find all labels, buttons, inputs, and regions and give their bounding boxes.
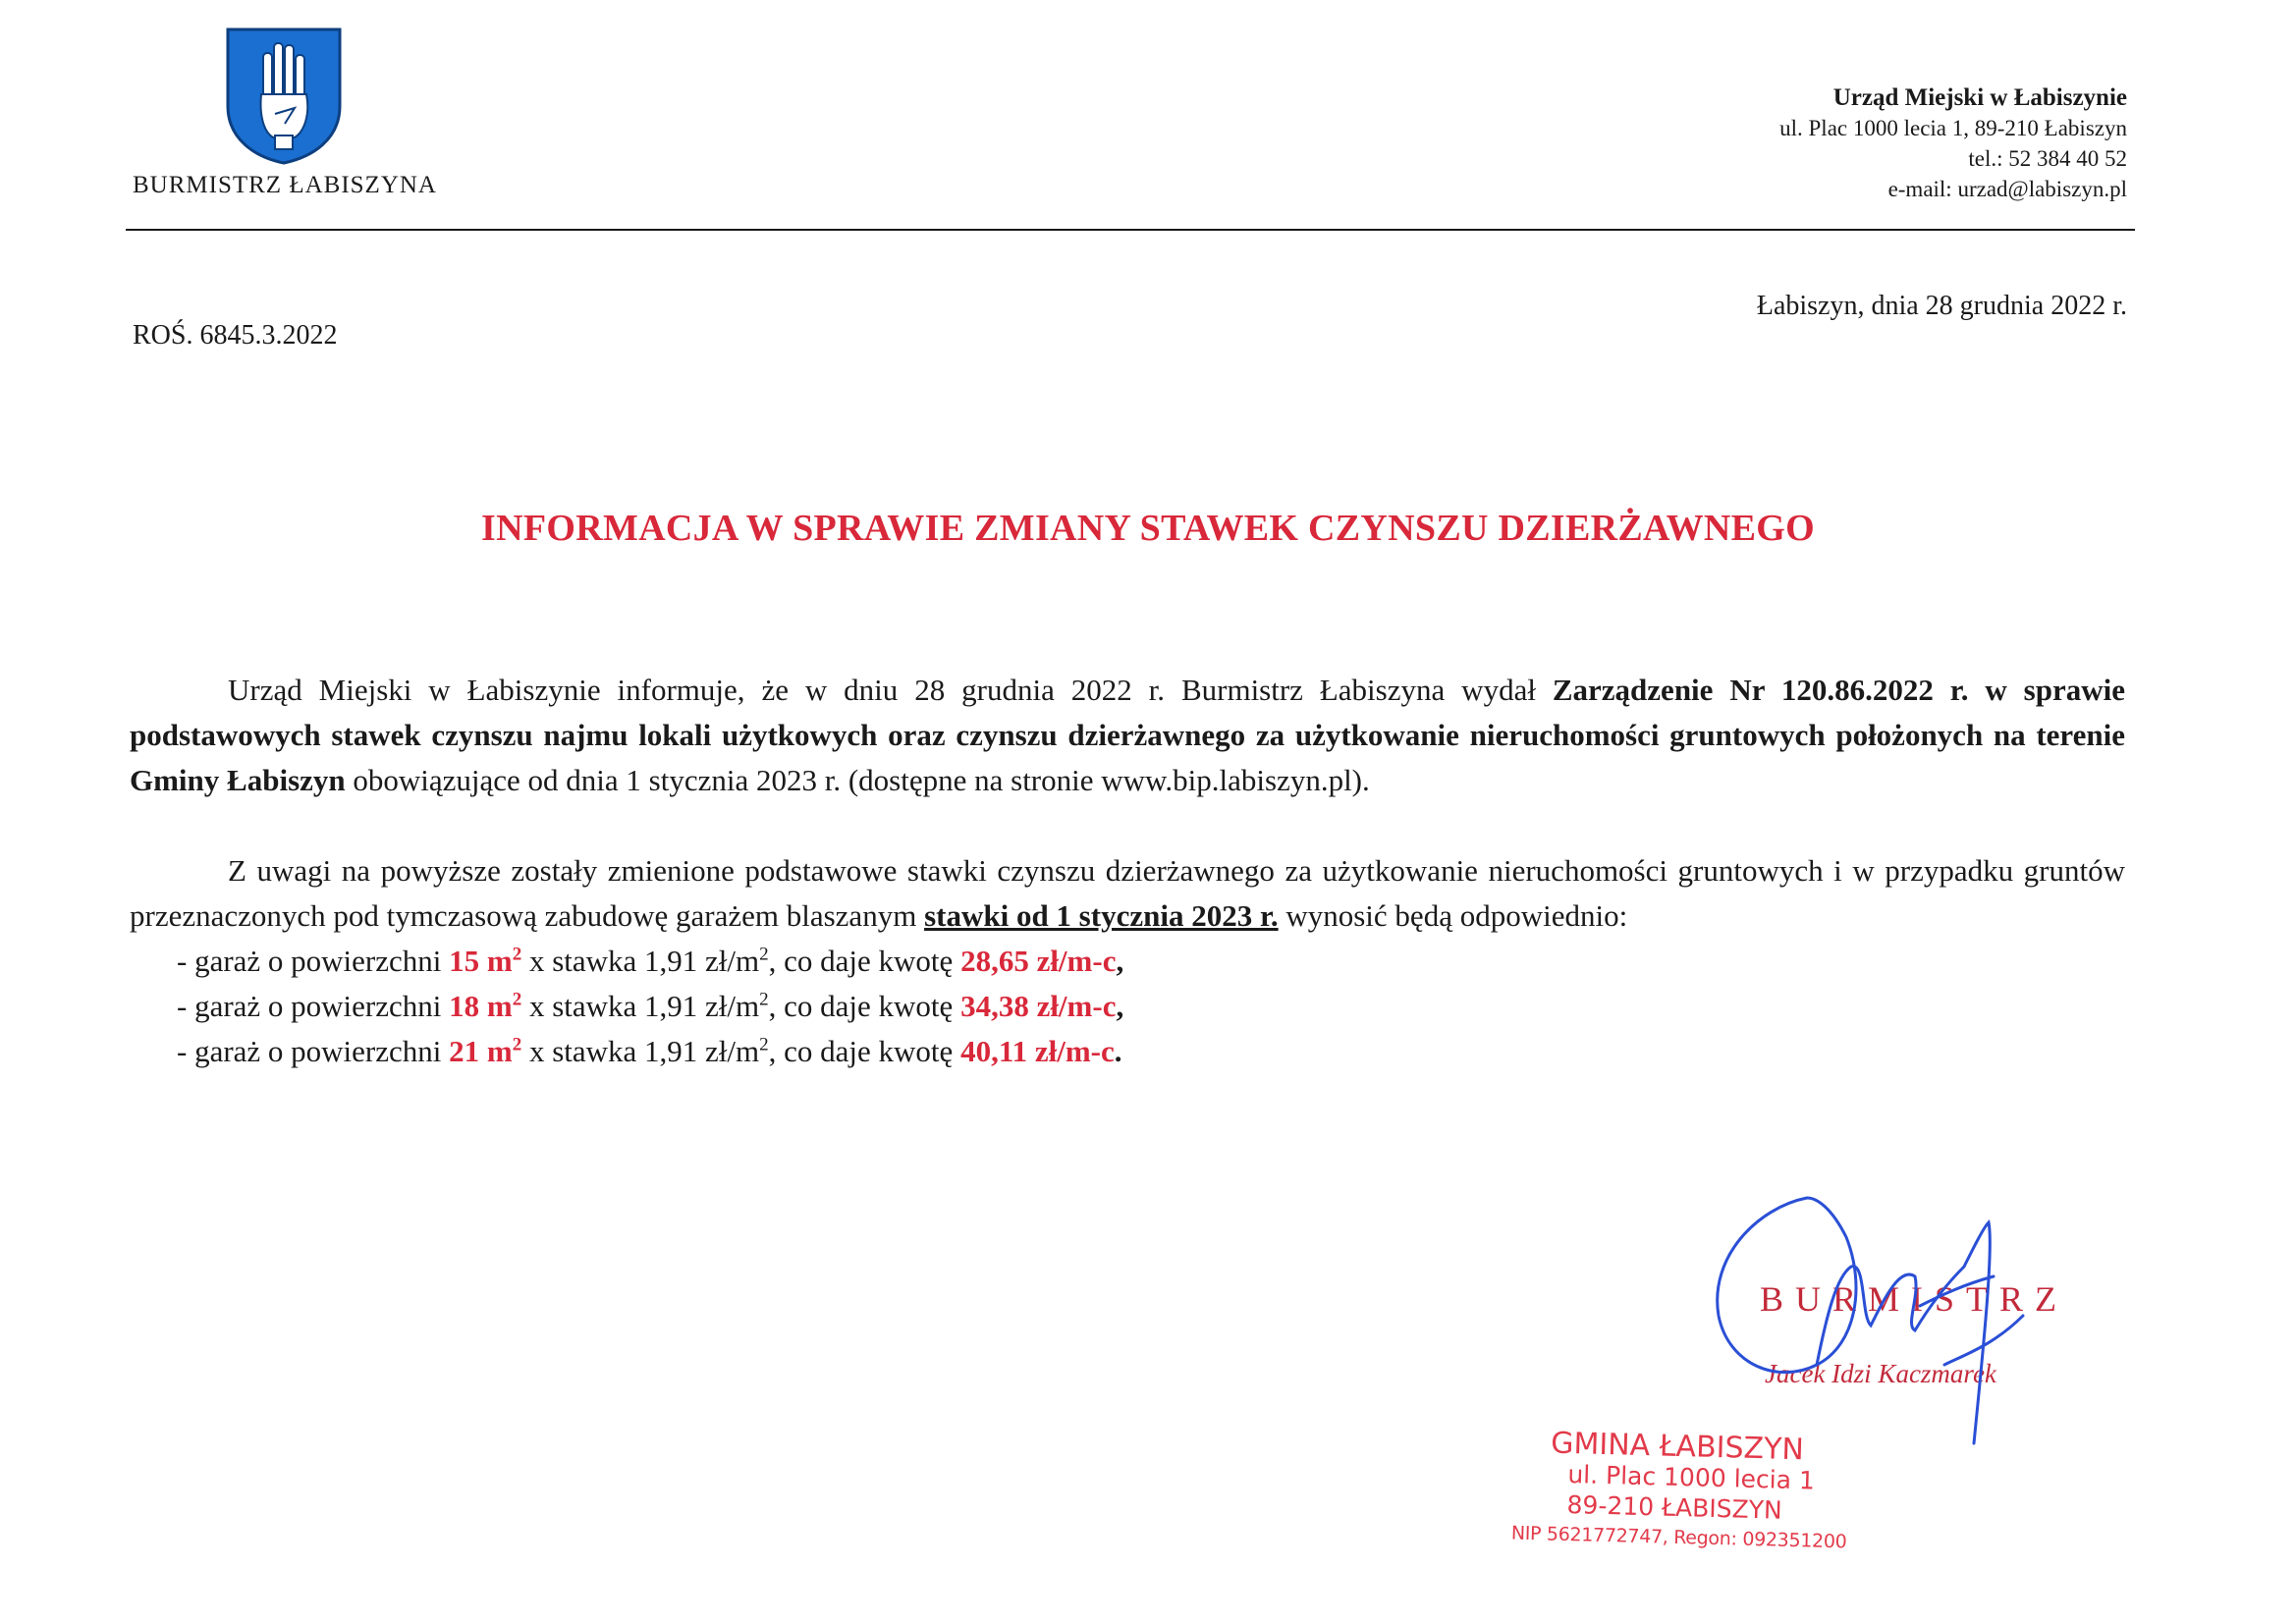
garage-area: 18 $m^2$ [449,989,522,1023]
stamp-line: NIP 5621772747, Regon: 092351200 [1510,1522,1847,1553]
garage-area: 21 $m^2$ [449,1034,522,1068]
reference-number: ROŚ. 6845.3.2022 [133,320,338,351]
stamp-line: ul. Plac 1000 lecia 1 [1567,1460,1816,1495]
document-title: INFORMACJA W SPRAWIE ZMIANY STAWEK CZYNSZU DZIERŻAWNEGO [481,508,1815,549]
paragraph-rates [130,848,2125,939]
garage-area: 15 $m^2$ [449,944,522,978]
signatory-name: Jacek Idzi Kaczmarek [1765,1359,1996,1388]
signatory-title: BURMISTRZ [1760,1279,2069,1319]
office-email: e-mail: urzad@labiszyn.pl [1887,177,2127,201]
place-date: Łabiszyn, dnia 28 grudnia 2022 r. [1756,291,2127,321]
monthly-amount: 34,38 zł/m-c [960,989,1117,1023]
paragraph-text: Urząd Miejski w Łabiszynie informuje, że w dniu 28 grudnia 2022 r. Burmistrz Łabiszyna wydał [228,673,1553,707]
issuer-label: BURMISTRZ ŁABISZYNA [133,172,437,198]
municipal-stamp [1510,1428,1849,1558]
list-item: - garaż o powierzchni 15 $m^2$ x stawka 1,91 $zł/m^2$, co daje kwotę 28,65 zł/m-c, [177,944,1124,978]
effective-date-emphasis: stawki od 1 stycznia 2023 r. [924,898,1279,933]
monthly-amount: 40,11 zł/m-c [960,1034,1115,1068]
document-body [130,668,2125,1074]
office-address-block [1779,82,2127,204]
paragraph-text: wynosić będą odpowiednio: [1278,898,1628,933]
monthly-amount: 28,65 zł/m-c [960,944,1117,978]
ordinance-reference: Zarządzenie Nr 120.86.2022 r. w sprawie podstawowych stawek czynszu najmu lokali użytkowych oraz czynszu dzierżawnego za użytkowanie nieruchomości gruntowych położonych na terenie Gminy Łabiszyn [130,673,2125,797]
list-item: - garaż o powierzchni 21 $m^2$ x stawka 1,91 $zł/m^2$, co daje kwotę 40,11 zł/m-c. [177,1034,1122,1068]
header-divider [126,229,2135,231]
stamp-line: GMINA ŁABISZYN [1550,1426,1805,1468]
garage-rates-list [130,939,2125,1074]
stamp-line: 89-210 ŁABISZYN [1566,1489,1783,1525]
coat-of-arms-icon [224,26,344,165]
paragraph-text: obowiązujące od dnia 1 stycznia 2023 r. (dostępne na stronie www.bip.labiszyn.pl). [345,763,1370,797]
paragraph-announcement [130,668,2125,803]
office-name: Urząd Miejski w Łabiszynie [1832,84,2127,111]
list-item: - garaż o powierzchni 18 $m^2$ x stawka 1,91 $zł/m^2$, co daje kwotę 34,38 zł/m-c, [177,989,1124,1023]
office-phone: tel.: 52 384 40 52 [1968,146,2127,171]
paragraph-text: Z uwagi na powyższe zostały zmienione podstawowe stawki czynszu dzierżawnego za użytkowanie nieruchomości gruntowych i w przypadku gruntów przeznaczonych pod tymczasową zabudowę garażem blaszanym [130,853,2125,933]
office-address: ul. Plac 1000 lecia 1, 89-210 Łabiszyn [1779,116,2127,140]
